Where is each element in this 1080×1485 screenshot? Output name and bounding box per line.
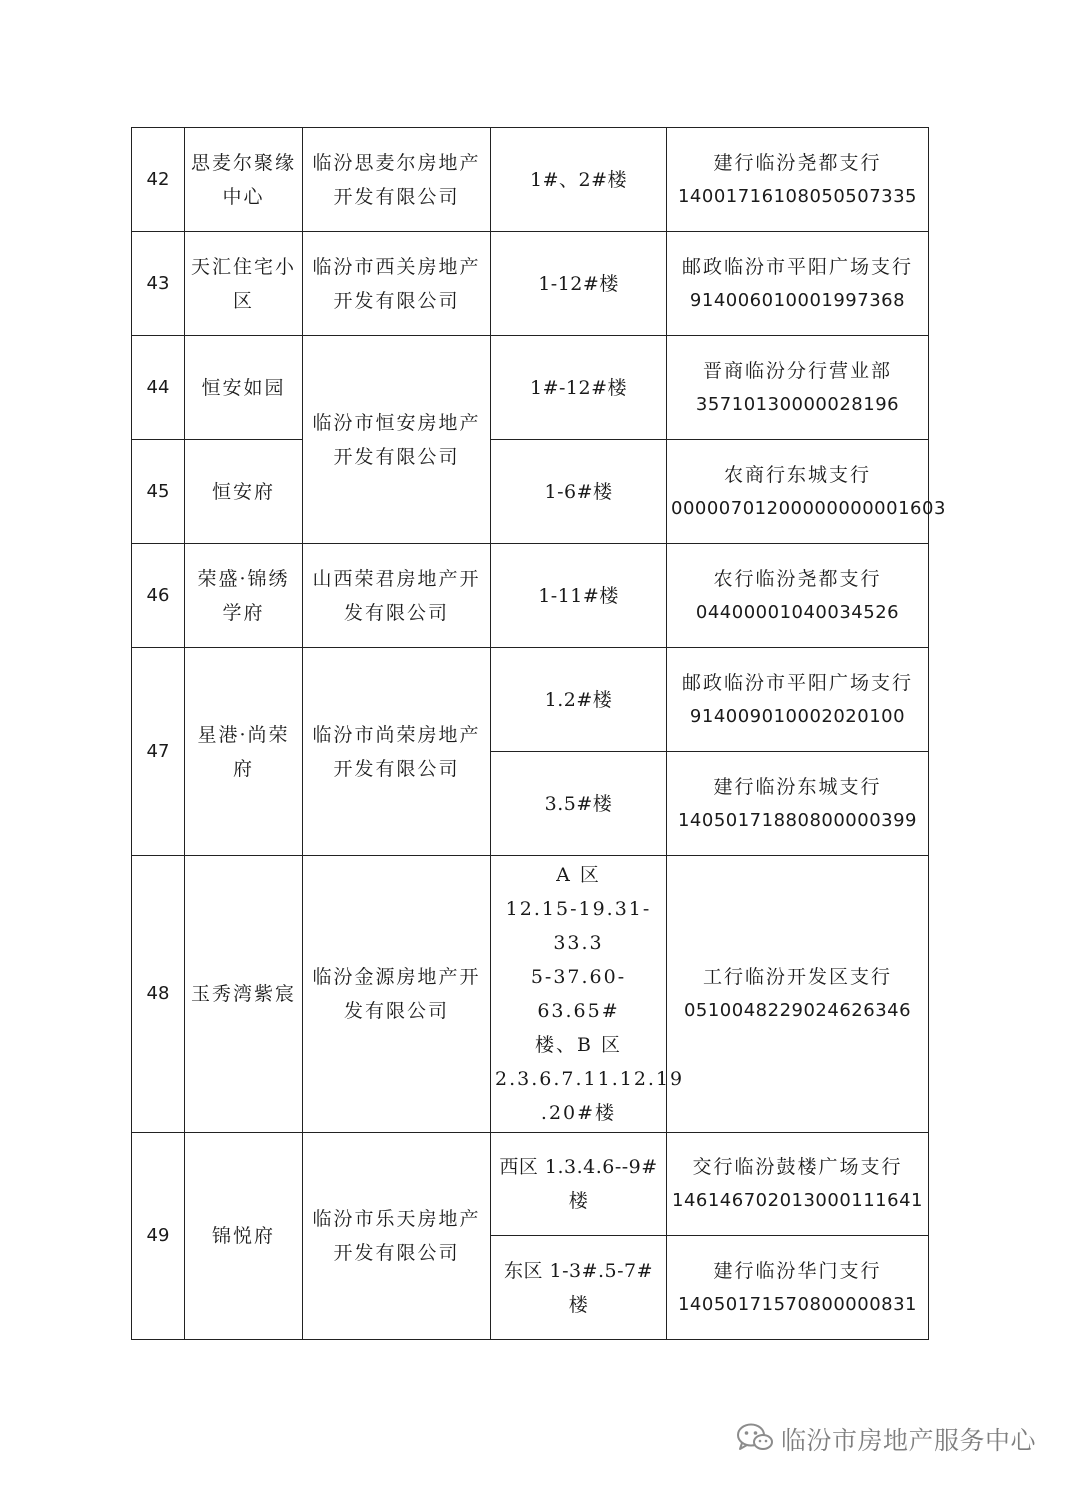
project-name: 天汇住宅小 区 [185,232,303,336]
row-number: 48 [132,856,185,1133]
project-name: 荣盛·锦绣 学府 [185,544,303,648]
building-range: 1-6#楼 [491,440,667,544]
table-row [132,440,929,544]
wechat-watermark [735,1421,1036,1457]
building-range: 1-12#楼 [491,232,667,336]
row-number: 49 [132,1133,185,1340]
developer-name: 临汾金源房地产开 发有限公司 [303,856,491,1133]
bank-info: 建行临汾东城支行 14050171880800000399 [667,752,929,856]
bank-info: 建行临汾尧都支行 14001716108050507335 [667,128,929,232]
developer-name: 临汾市恒安房地产 开发有限公司 [303,336,491,544]
table-row [132,648,929,752]
building-range: 西区 1.3.4.6--9# 楼 [491,1133,667,1236]
row-number: 46 [132,544,185,648]
bank-info: 交行临汾鼓楼广场支行 146146702013000111641 [667,1133,929,1236]
project-name: 思麦尔聚缘 中心 [185,128,303,232]
building-range: 1#、2#楼 [491,128,667,232]
bank-info: 邮政临汾市平阳广场支行 914006010001997368 [667,232,929,336]
project-name: 星港·尚荣 府 [185,648,303,856]
bank-info: 工行临汾开发区支行 0510048229024626346 [667,856,929,1133]
developer-name: 山西荣君房地产开 发有限公司 [303,544,491,648]
building-range: 3.5#楼 [491,752,667,856]
table-row [132,336,929,440]
table-row [132,128,929,232]
row-number: 44 [132,336,185,440]
developer-name: 临汾市西关房地产 开发有限公司 [303,232,491,336]
table-row [132,544,929,648]
row-number: 43 [132,232,185,336]
building-range: 东区 1-3#.5-7#楼 [491,1236,667,1340]
table-row [132,1133,929,1236]
bank-info: 农商行东城支行 00000701200000000001603 [667,440,929,544]
developer-name: 临汾思麦尔房地产 开发有限公司 [303,128,491,232]
wechat-icon [735,1421,775,1457]
project-name: 恒安府 [185,440,303,544]
bank-info: 建行临汾华门支行 14050171570800000831 [667,1236,929,1340]
table-row [132,856,929,1133]
table-row [132,232,929,336]
project-name: 锦悦府 [185,1133,303,1340]
developer-name: 临汾市乐天房地产 开发有限公司 [303,1133,491,1340]
developer-bank-table [131,127,946,1340]
developer-name: 临汾市尚荣房地产 开发有限公司 [303,648,491,856]
project-name: 玉秀湾紫宸 [185,856,303,1133]
project-name: 恒安如园 [185,336,303,440]
row-number: 42 [132,128,185,232]
bank-info: 晋商临汾分行营业部 35710130000028196 [667,336,929,440]
building-range: 1.2#楼 [491,648,667,752]
bank-info: 邮政临汾市平阳广场支行 914009010002020100 [667,648,929,752]
bank-info: 农行临汾尧都支行 04400001040034526 [667,544,929,648]
watermark-text: 临汾市房地产服务中心 [781,1426,1037,1455]
row-number: 45 [132,440,185,544]
building-range: 1-11#楼 [491,544,667,648]
building-range: A 区 12.15-19.31-33.3 5-37.60-63.65# 楼、B 区 2.3.6.7.11.12.19 .20#楼 [491,856,667,1133]
row-number: 47 [132,648,185,856]
building-range: 1#-12#楼 [491,336,667,440]
